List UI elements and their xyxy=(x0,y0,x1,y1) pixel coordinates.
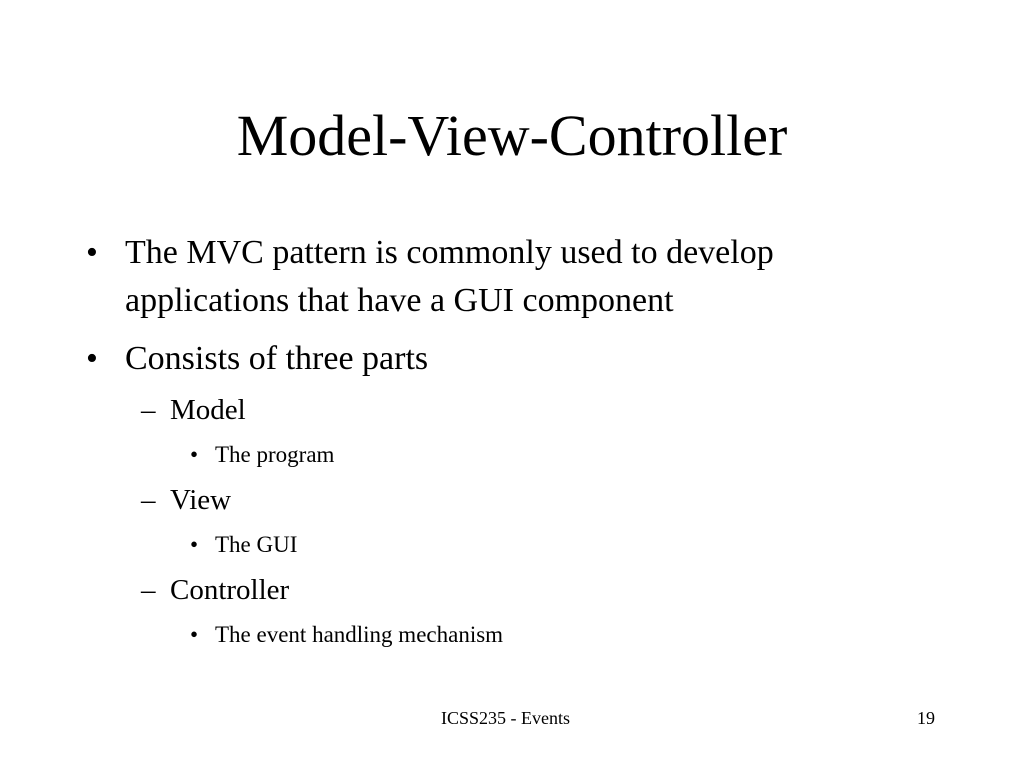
sub-bullet-dash: – xyxy=(141,484,156,516)
bullet-marker: • xyxy=(190,532,199,557)
bullet-2: Consists of three parts xyxy=(125,340,429,377)
bullet-marker: • xyxy=(86,234,98,271)
sub-bullet-view: View xyxy=(170,484,232,516)
sub-bullet-dash: – xyxy=(141,394,156,426)
controller-description: The event handling mechanism xyxy=(215,622,504,647)
footer-title: ICSS235 - Events xyxy=(441,708,571,728)
bullet-1-line-2: applications that have a GUI component xyxy=(125,282,674,319)
bullet-marker: • xyxy=(190,622,199,647)
model-description: The program xyxy=(215,442,335,467)
bullet-marker: • xyxy=(86,340,98,377)
bullet-marker: • xyxy=(190,442,199,467)
sub-bullet-controller: Controller xyxy=(170,574,290,606)
view-description: The GUI xyxy=(215,532,298,557)
sub-bullet-model: Model xyxy=(170,394,246,426)
slide-title: Model-View-Controller xyxy=(236,103,788,168)
bullet-1-line-1: The MVC pattern is commonly used to develop xyxy=(125,234,774,271)
sub-bullet-dash: – xyxy=(141,574,156,606)
page-number: 19 xyxy=(917,708,935,728)
